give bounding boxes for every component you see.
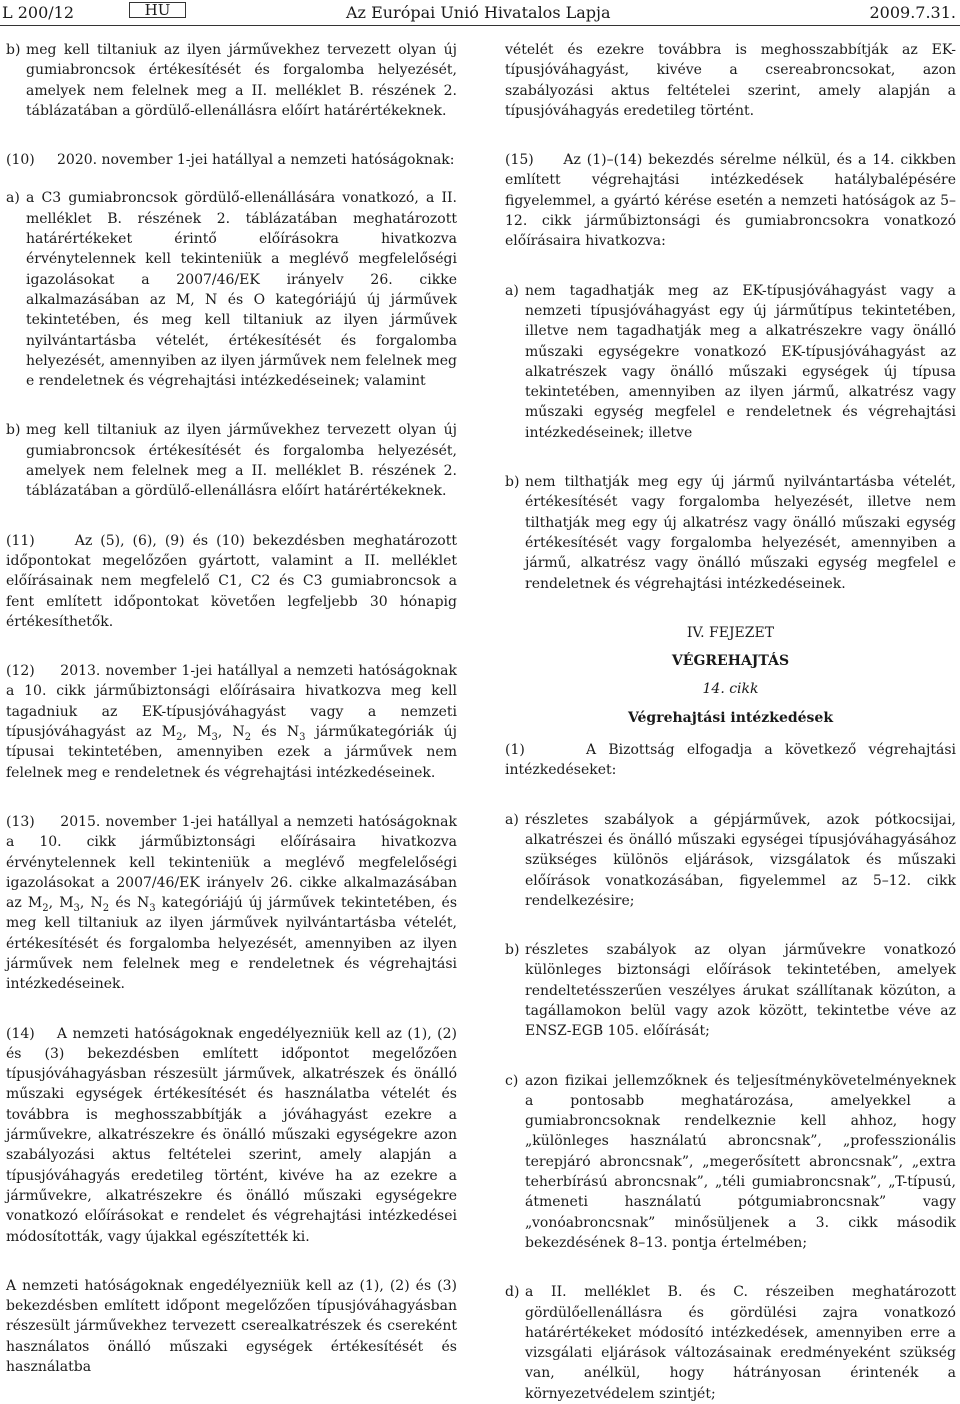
subscript: 3	[73, 902, 80, 914]
paragraph-15	[505, 150, 956, 251]
item-text: részletes szabályok a gépjárművek, azok pótkocsijai, alkatrészei és önálló műszaki egységei típusjóváhagyásához szükséges különös eljárások, vizsgálatok és műszaki előírások vonatkozásában, figyelemmel az 5–12. cikk rendelkezésire;	[525, 811, 956, 909]
subscript: 2	[102, 902, 110, 914]
header-rule	[0, 25, 960, 26]
paragraph-10-item-b	[6, 420, 457, 501]
subscript: 2	[42, 902, 49, 914]
paragraph-text: 2020. november 1-jei hatállyal a nemzeti hatóságoknak:	[57, 152, 455, 169]
article-14-item-d	[505, 1282, 956, 1404]
chapter-number: IV. FEJEZET	[686, 624, 775, 641]
item-marker: c)	[505, 1072, 519, 1089]
article-14-item-b	[505, 940, 956, 1041]
paragraph-text: és N	[109, 895, 150, 912]
item-marker: b)	[6, 42, 21, 58]
paragraph-number: (12)	[6, 663, 35, 680]
item-text: azon fizikai jellemzőknek és teljesítménykövetelményeknek a pontosabb meghatározása, amelyekkel a gumiabroncsoknak rendelkeznie kell ahhoz, hogy „különleges használatú abroncsnak”, „professzionális terepjáró abroncsnak”, „megerősített abroncsnak”, „extra teherbírású abroncsnak”, „téli gumiabroncsnak”, „T-típusú, átmeneti használatú pótgumiabroncsnak” vagy „vonóabroncsnak” minősüljenek a 3. cikk második bekezdésének 8–13. pontja értelmében;	[525, 1072, 956, 1251]
item-text: meg kell tiltaniuk az ilyen járművekhez tervezett olyan új gumiabroncsok értékesítését és forgalomba helyezését, amelyek nem felelnek meg a II. melléklet B. részének 2. táblázatában a gördülő-ellenállásra előírt határértékeknek.	[26, 42, 457, 119]
subscript: 2	[176, 731, 183, 743]
paragraph-text: és N	[251, 724, 300, 741]
paragraph-text: A Bizottság elfogadja a következő végrehajtási intézkedéseket:	[505, 742, 956, 779]
paragraph-10-item-a	[6, 188, 457, 391]
paragraph-text: kategóriájú új járművek tekintetében, és meg kell tiltaniuk az ilyen járművek nyilvántartásba vételét, értékesítését és forgalomba helyezését, amennyiben az ilyen járművek nem felelnek meg e rendeletnek és végrehajtási intézkedéseinek.	[6, 895, 457, 993]
paragraph-text: 2015. november 1-jei hatállyal a nemzeti hatóságoknak a 10. cikk járműbiztonsági előírásaira hivatkozva érvénytelennek kell tekinteniük a meglévő megfelelőségi igazolásokat a 2007/46/EK irányelv 26. cikke alkalmazásában az M	[6, 813, 457, 912]
paragraph-11	[6, 531, 457, 632]
paragraph-text: , N	[79, 895, 103, 912]
right-column	[505, 40, 956, 1402]
item-b-top	[6, 40, 457, 121]
paragraph-number: (14)	[6, 1025, 35, 1042]
page-reference: L 200/12	[2, 3, 74, 22]
subscript: 2	[244, 731, 252, 743]
language-badge: HU	[129, 2, 186, 18]
item-marker: b)	[505, 942, 520, 959]
paragraph-number: (11)	[6, 532, 35, 549]
paragraph-15-item-b	[505, 472, 956, 594]
paragraph-12	[6, 661, 457, 783]
paragraph-text: Az (5), (6), (9) és (10) bekezdésben meghatározott időpontokat megelőzően gyártott, valamint a II. melléklet előírásainak nem megfelelő C1, C2 és C3 gumiabroncsok a fent említett időpontokat követően legfeljebb 30 hónapig értékesíthetők.	[6, 532, 457, 630]
item-text: nem tilthatják meg egy új jármű nyilvántartásba vételét, értékesítését vagy forgalomba helyezését, illetve nem tilthatják meg egy új alkatrész vagy önálló műszaki egység értékesítését vagy forgalomba helyezését, amennyiben a jármű, alkatrész vagy önálló műszaki egység megfelel e rendeletnek és végrehajtási intézkedéseinek.	[525, 474, 956, 592]
paragraph-text: , M	[182, 724, 212, 741]
paragraph-number: (15)	[505, 152, 534, 169]
paragraph-10	[6, 150, 457, 170]
subscript: 3	[299, 731, 306, 743]
journal-title: Az Európai Unió Hivatalos Lapja	[346, 3, 611, 22]
item-text: a C3 gumiabroncsok gördülő-ellenállására vonatkozó, a II. melléklet B. részének 2. táblázatában meghatározott határértékeket érintő előírásokra hivatkozva érvénytelennek kell tekinteniük a meglévő megfelelőségi igazolásokat a 2007/46/EK irányelv 26. cikke alkalmazásában az M, N és O kategóriájú új járművek tekintetében, és meg kell tiltaniuk az ilyen járművek nyilvántartásba vételét, értékesítését és forgalomba helyezését, amennyiben az ilyen járművek nem felelnek meg e rendeletnek és végrehajtási intézkedéseinek; valamint	[26, 190, 457, 390]
paragraph-text: 2013. november 1-jei hatállyal a nemzeti hatóságoknak a 10. cikk járműbiztonsági előírásaira hivatkozva meg kell tagadniuk az EK-típusjóváhagyást vagy a nemzeti típusjóváhagyást az M	[6, 663, 457, 741]
paragraph-text: Az (1)–(14) bekezdés sérelme nélkül, és a 14. cikkben említett végrehajtási intézkedések hatálybalépésére figyelemmel, a gyártó kérése esetén a nemzeti hatóságok az 5–12. cikk járműbiztonsági és gumiabroncsokra vonatkozó előírásaira hivatkozva:	[505, 152, 956, 250]
paragraph-number: (13)	[6, 813, 35, 830]
item-text: részletes szabályok az olyan járművekre vonatkozó különleges biztonsági előírások tekintetében, amelyek rendeltetésszerűen veszélyes árukat szállítanak közúton, a tagállamokon belül vagy azok között, tekintetbe véve az ENSZ-EGB 105. előírását;	[525, 942, 956, 1040]
chapter-title: VÉGREHAJTÁS	[671, 653, 790, 670]
subscript: 3	[211, 731, 218, 743]
left-column	[6, 40, 457, 1388]
item-marker: a)	[6, 190, 20, 207]
paragraph-number: (1)	[505, 742, 525, 759]
article-14-item-c	[505, 1071, 956, 1254]
item-text: meg kell tiltaniuk az ilyen járművekhez tervezett olyan új gumiabroncsok értékesítését és forgalomba helyezését, amelyek nem felelnek meg a II. melléklet B. részének 2. táblázatában a gördülő-ellenállásra előírt határértékeknek.	[26, 422, 457, 500]
continued-text: vételét és ezekre továbbra is meghosszabbítják az EK-típusjóváhagyást, kivéve a csereabroncsokat, azon szabályozási aktus feltételei szerint, amely alapján a típusjóváhagyás eredetileg történt.	[505, 42, 956, 119]
article-14-item-a	[505, 810, 956, 911]
item-text: nem tagadhatják meg az EK-típusjóváhagyást vagy a nemzeti típusjóváhagyást egy új járműtípus tekintetében, illetve nem tagadhatják meg a alkatrészekre vagy önálló műszaki egységekre vonatkozó EK-típusjóváhagyást az alkatrészek vagy önálló műszaki egységek új típusa tekintetében, amennyiben az ilyen jármű, alkatrész vagy műszaki egység megfelel e rendeletnek és végrehajtási intézkedéseinek; illetve	[525, 282, 956, 441]
article-14-paragraph-1	[505, 740, 956, 781]
item-text: a II. melléklet B. és C. részeiben meghatározott gördülőellenállásra és gördülési zajra vonatkozó határértékeket módosító intézkedések, amennyiben erre a vizsgálati eljárások változásainak eredményeként szükség van, anélkül, hogy hátrányosan érintenék a környezetvédelem szintjét;	[525, 1284, 956, 1402]
paragraph-text: , M	[48, 895, 74, 912]
paragraph-text: járműkategóriák új típusai tekintetében, amennyiben ezek a járművek nem felelnek meg e rendeletnek és végrehajtási intézkedéseinek.	[6, 724, 457, 781]
paragraph-15-item-a	[505, 281, 956, 443]
paragraph-14-continued: A nemzeti hatóságoknak engedélyezniük kell az (1), (2) és (3) bekezdésben említett időpont megelőzően típusjóváhagyásban részesült járművekhez tervezett cserealkatrészek és csereként használatos önálló műszaki egységek értékesítését és használatba	[6, 1277, 457, 1376]
item-marker: a)	[505, 811, 519, 828]
paragraph-text: A nemzeti hatóságoknak engedélyezniük kell az (1), (2) és (3) bekezdésben említett időpontot megelőzően típusjóváhagyásban részesült járművek, alkatrészek és önálló műszaki egységek értékesítését és használatba vételét és továbbra is meghosszabbítják a jóváhagyást ezekre a járművekre, alkatrészekre és önálló műszaki egységekre azon szabályozási aktus feltételei szerint, amely alapján a típusjóváhagyás eredetileg történt, kivéve ha az ezekre a járművekre, alkatrészekre és önálló műszaki egységekre vonatkozó előírásokat e rendelet és végrehajtási intézkedései módosították, vagy újakkal egészítették ki.	[6, 1025, 458, 1245]
item-marker: b)	[6, 422, 21, 439]
item-marker: b)	[505, 474, 520, 491]
paragraph-text: , N	[217, 724, 245, 741]
item-marker: d)	[505, 1284, 520, 1301]
paragraph-number: (10)	[6, 152, 35, 169]
article-title: Végrehajtási intézkedések	[627, 709, 834, 726]
paragraph-13	[6, 812, 457, 995]
subscript: 3	[149, 902, 156, 914]
publication-date: 2009.7.31.	[869, 3, 956, 22]
paragraph-14	[6, 1024, 457, 1247]
item-marker: a)	[505, 282, 519, 299]
article-number: 14. cikk	[702, 681, 759, 698]
